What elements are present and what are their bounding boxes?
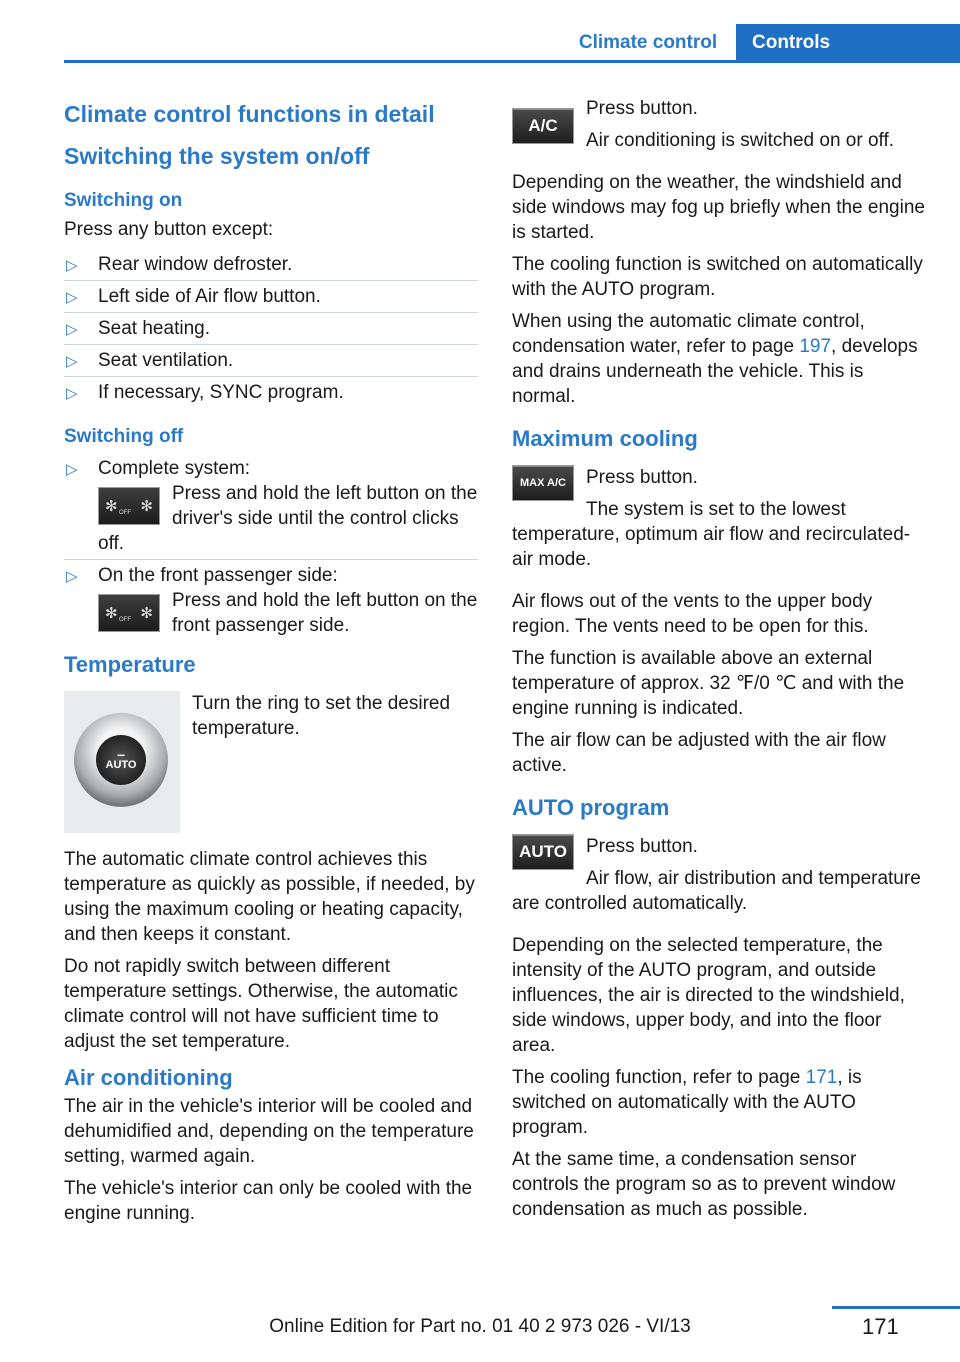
max-paragraph-3: The air flow can be adjusted with the air flow active. [512,730,886,776]
auto-press-text: Press button. [586,836,698,857]
auto-paragraph-2: The cooling function, refer to page 171, is switched on automatically with the AUTO program. [512,1067,862,1138]
heading-temperature: Temperature [64,652,196,677]
list-item: ▷ Seat ventilation. [64,345,478,377]
temperature-instruction: Turn the ring to set the desired temperature. [192,693,451,739]
list-item: ▷ Complete system: ✻ OFF ✻ Press and hold the left button on the driver's side until the control clicks off. [64,453,478,560]
press-any-text: Press any button except: [64,219,274,240]
heading-switching-off: Switching off [64,426,184,447]
ac-paragraph-1: The air in the vehicle's interior will be cooled and dehumidified and, depending on the temperature setting, warmed again. [64,1096,474,1167]
heading-maximum-cooling: Maximum cooling [512,426,698,451]
list-item: ▷ If necessary, SYNC program. [64,377,478,408]
weather-paragraph: Depending on the weather, the windshield and side windows may fog up briefly when the engine is started. [512,172,925,243]
ac-press-text: Press button. [586,98,698,119]
triangle-bullet-icon: ▷ [66,568,78,585]
list-item: ▷ Left side of Air flow button. [64,281,478,313]
header-section-title: Climate control [578,32,718,53]
header-rule [64,60,960,63]
header-chapter-tab: Controls [736,24,960,62]
triangle-bullet-icon: ▷ [66,461,78,478]
fan-icon: ✻ [140,497,153,515]
fan-icon: ✻ [105,604,118,622]
triangle-bullet-icon: ▷ [66,257,78,274]
triangle-bullet-icon: ▷ [66,353,78,370]
list-item: ▷ Rear window defroster. [64,249,478,281]
max-paragraph-2: The function is available above an external temperature of approx. 32 ℉/0 ℃ and with the engine running is indicated. [512,648,905,719]
auto-paragraph-3: At the same time, a condensation sensor controls the program so as to prevent window condensation as much as possible. [512,1149,896,1220]
fan-off-button-image: ✻ OFF ✻ [98,487,160,525]
heading-auto-program: AUTO program [512,795,670,820]
auto-paragraph-1: Depending on the selected temperature, the intensity of the AUTO program, and outside influences, the air is directed to the windshield, side windows, upper body, and into the floor area. [512,935,905,1056]
heading-air-conditioning: Air conditioning [64,1065,233,1090]
page-number: 171 [862,1314,899,1339]
page-link-197[interactable]: 197 [799,336,832,357]
temperature-paragraph-2: Do not rapidly switch between different temperature settings. Otherwise, the automatic climate control will not have sufficient time to adjust the set temperature. [64,956,458,1052]
max-ac-button-image: MAX A/C [512,465,574,501]
footer-edition-text: Online Edition for Part no. 01 40 2 973 026 - VI/13 [269,1316,691,1337]
list-item: ▷ On the front passenger side: ✻ OFF ✻ Press and hold the left button on the front passenger side. [66,565,478,636]
left-column [64,96,478,1233]
ac-toggle-text: Air conditioning is switched on or off. [586,130,895,151]
list-item: ▷ Seat heating. [64,313,478,345]
fan-icon: ✻ [140,604,153,622]
auto-button-image: AUTO [512,834,574,870]
temperature-knob-image: – AUTO [64,691,180,833]
ac-paragraph-2: The vehicle's interior can only be cooled with the engine running. [64,1178,473,1224]
off-list [64,453,478,641]
max-press-text: Press button. [586,467,698,488]
heading-switching-on: Switching on [64,190,183,211]
ac-button-image: A/C [512,108,574,144]
fan-off-button-image: ✻ OFF ✻ [98,594,160,632]
cooling-paragraph: The cooling function is switched on automatically with the AUTO program. [512,254,923,300]
triangle-bullet-icon: ▷ [66,385,78,402]
max-paragraph-1: Air flows out of the vents to the upper body region. The vents need to be open for this. [512,591,873,637]
fan-icon: ✻ [105,497,118,515]
condensation-paragraph: When using the automatic climate control, condensation water, refer to page 197, develops and drains underneath the vehicle. This is normal. [512,311,918,407]
triangle-bullet-icon: ▷ [66,289,78,306]
footer-rule [832,1306,960,1309]
heading-main: Climate control functions in detail [64,101,435,127]
page-link-171[interactable]: 171 [805,1067,838,1088]
auto-description: Air flow, air distribution and temperature are controlled automatically. [512,868,921,914]
temperature-paragraph-1: The automatic climate control achieves this temperature as quickly as possible, if needed, by using the maximum cooling or heating capacity, and then keeps it constant. [64,849,475,945]
except-list [64,249,478,408]
heading-on-off: Switching the system on/off [64,143,370,169]
max-description: The system is set to the lowest temperature, optimum air flow and recirculated-air mode. [512,499,911,570]
right-column [512,96,928,1229]
triangle-bullet-icon: ▷ [66,321,78,338]
